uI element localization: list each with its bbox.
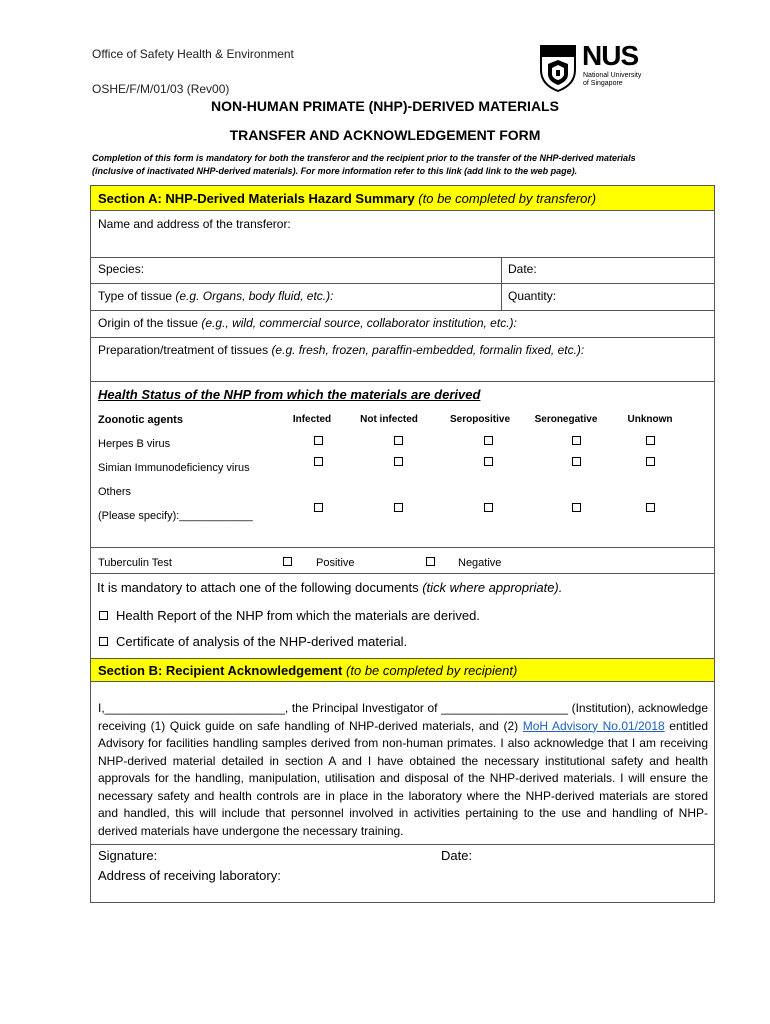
acknowledgement-block: [90, 681, 715, 845]
form-code: OSHE/F/M/01/03 (Rev00): [92, 82, 230, 96]
section-b-heading-row: [90, 658, 715, 682]
zoonotic-label: Zoonotic agents: [98, 414, 183, 426]
origin-label: [98, 316, 517, 330]
certificate-checkbox[interactable]: [99, 637, 108, 646]
date-label: Date:: [508, 262, 537, 276]
col-not-infected: Not infected: [360, 414, 418, 425]
nus-crest-icon: [538, 44, 578, 92]
origin-field[interactable]: [90, 310, 715, 338]
others-seropositive-checkbox[interactable]: [484, 503, 493, 512]
prep-label: [98, 343, 584, 357]
tuberculin-label: Tuberculin Test: [98, 557, 172, 569]
documents-mandatory: [97, 580, 562, 595]
section-b-title: Section B: Recipient Acknowledgement: [98, 663, 343, 678]
herpes-infected-checkbox[interactable]: [314, 436, 323, 445]
section-b-note: (to be completed by recipient): [346, 663, 518, 678]
others-unknown-checkbox[interactable]: [646, 503, 655, 512]
signature-block: [90, 844, 715, 903]
transferor-name-label: Name and address of the transferor:: [98, 217, 291, 231]
siv-not-infected-checkbox[interactable]: [394, 457, 403, 466]
tb-positive-label: Positive: [316, 557, 355, 569]
documents-mandatory-note: (tick where appropriate).: [422, 580, 563, 595]
herpes-not-infected-checkbox[interactable]: [394, 436, 403, 445]
tb-negative-checkbox[interactable]: [426, 557, 435, 566]
col-infected: Infected: [292, 414, 332, 425]
health-heading: Health Status of the NHP from which the materials are derived: [98, 387, 481, 402]
row-herpes-b: Herpes B virus: [98, 438, 171, 450]
species-label: Species:: [98, 262, 145, 276]
signature-date-label: Date:: [441, 848, 473, 863]
siv-infected-checkbox[interactable]: [314, 457, 323, 466]
col-seronegative: Seronegative: [534, 414, 598, 425]
quantity-label: Quantity:: [508, 289, 557, 303]
siv-unknown-checkbox[interactable]: [646, 457, 655, 466]
intro-line2: (inclusive of inactivated NHP-derived materials). For more information refer to this link (add link to the web page).: [92, 166, 578, 176]
nus-brand: NUS: [582, 40, 639, 71]
section-a-heading-row: [90, 185, 715, 211]
documents-mandatory-text: It is mandatory to attach one of the following documents: [97, 580, 419, 595]
signature-label: Signature:: [98, 848, 158, 863]
health-report-label: Health Report of the NHP from which the materials are derived.: [116, 608, 480, 623]
prep-field[interactable]: [90, 337, 715, 382]
office-name: Office of Safety Health & Environment: [92, 47, 294, 61]
origin-text: Origin of the tissue: [98, 316, 199, 330]
nus-sub2: of Singapore: [583, 80, 623, 87]
tissue-type-label: [98, 289, 333, 303]
section-a-title: Section A: NHP-Derived Materials Hazard Summary: [98, 191, 415, 206]
row-please-specify: (Please specify):____________: [98, 510, 253, 522]
col-unknown: Unknown: [627, 414, 673, 425]
section-a-note: (to be completed by transferor): [418, 191, 597, 206]
intro-text: [92, 152, 712, 178]
others-not-infected-checkbox[interactable]: [394, 503, 403, 512]
tissue-type-example: (e.g. Organs, body fluid, etc.):: [175, 289, 334, 303]
row-others: Others: [98, 486, 132, 498]
tissue-type-field[interactable]: [90, 283, 502, 311]
others-infected-checkbox[interactable]: [314, 503, 323, 512]
title-line2: TRANSFER AND ACKNOWLEDGEMENT FORM: [229, 127, 541, 143]
quantity-field[interactable]: [501, 283, 715, 311]
lab-address-label: Address of receiving laboratory:: [98, 868, 281, 883]
transferor-name-field[interactable]: [90, 210, 715, 258]
health-report-checkbox[interactable]: [99, 611, 108, 620]
section-b-heading: [98, 663, 517, 678]
prep-example: (e.g. fresh, frozen, paraffin-embedded, formalin fixed, etc.):: [271, 343, 585, 357]
prep-text: Preparation/treatment of tissues: [98, 343, 269, 357]
herpes-unknown-checkbox[interactable]: [646, 436, 655, 445]
nus-sub1: National University: [583, 72, 642, 79]
acknowledgement-paragraph: [98, 700, 708, 840]
moh-advisory-link[interactable]: MoH Advisory No.01/2018: [522, 718, 665, 733]
nus-logo: [538, 40, 658, 94]
siv-seropositive-checkbox[interactable]: [484, 457, 493, 466]
tissue-type-text: Type of tissue: [98, 289, 173, 303]
herpes-seronegative-checkbox[interactable]: [572, 436, 581, 445]
tb-positive-checkbox[interactable]: [283, 557, 292, 566]
others-seronegative-checkbox[interactable]: [572, 503, 581, 512]
siv-seronegative-checkbox[interactable]: [572, 457, 581, 466]
intro-line1: Completion of this form is mandatory for both the transferor and the recipient prior to the transfer of the NHP-derived materials: [92, 153, 636, 163]
section-a-heading: [98, 191, 596, 206]
species-field[interactable]: [90, 257, 502, 284]
certificate-label: Certificate of analysis of the NHP-derived material.: [116, 634, 408, 649]
ack-text-part1: I,___________________________, the Principal Investigator of ___________________ (Institution), acknowledge receiving (1) Quick guide on safe handling of NHP-derived materials, and (2): [98, 701, 708, 733]
date-field[interactable]: [501, 257, 715, 284]
title-line1: NON-HUMAN PRIMATE (NHP)-DERIVED MATERIALS: [211, 98, 559, 114]
herpes-seropositive-checkbox[interactable]: [484, 436, 493, 445]
tb-negative-label: Negative: [458, 557, 502, 569]
ack-text-part2: entitled Advisory for facilities handling samples derived from non-human primates. I also acknowledge that I am receiving NHP-derived material detailed in section A and I have obtained the necessary institutional safety and health approvals for the handling, manipulation, utilisation and disposal of the NHP-derived materials. I will ensure the necessary safety and health controls are in place in the laboratory where the NHP-derived materials are stored and handled, this will include that personnel involved in activities pertaining to the use and handling of NHP-derived materials have undergone the necessary training.: [98, 718, 709, 838]
tuberculin-row: [90, 547, 715, 574]
origin-example: (e.g., wild, commercial source, collaborator institution, etc.):: [201, 316, 517, 330]
row-siv: Simian Immunodeficiency virus: [98, 462, 250, 474]
col-seropositive: Seropositive: [449, 414, 511, 425]
